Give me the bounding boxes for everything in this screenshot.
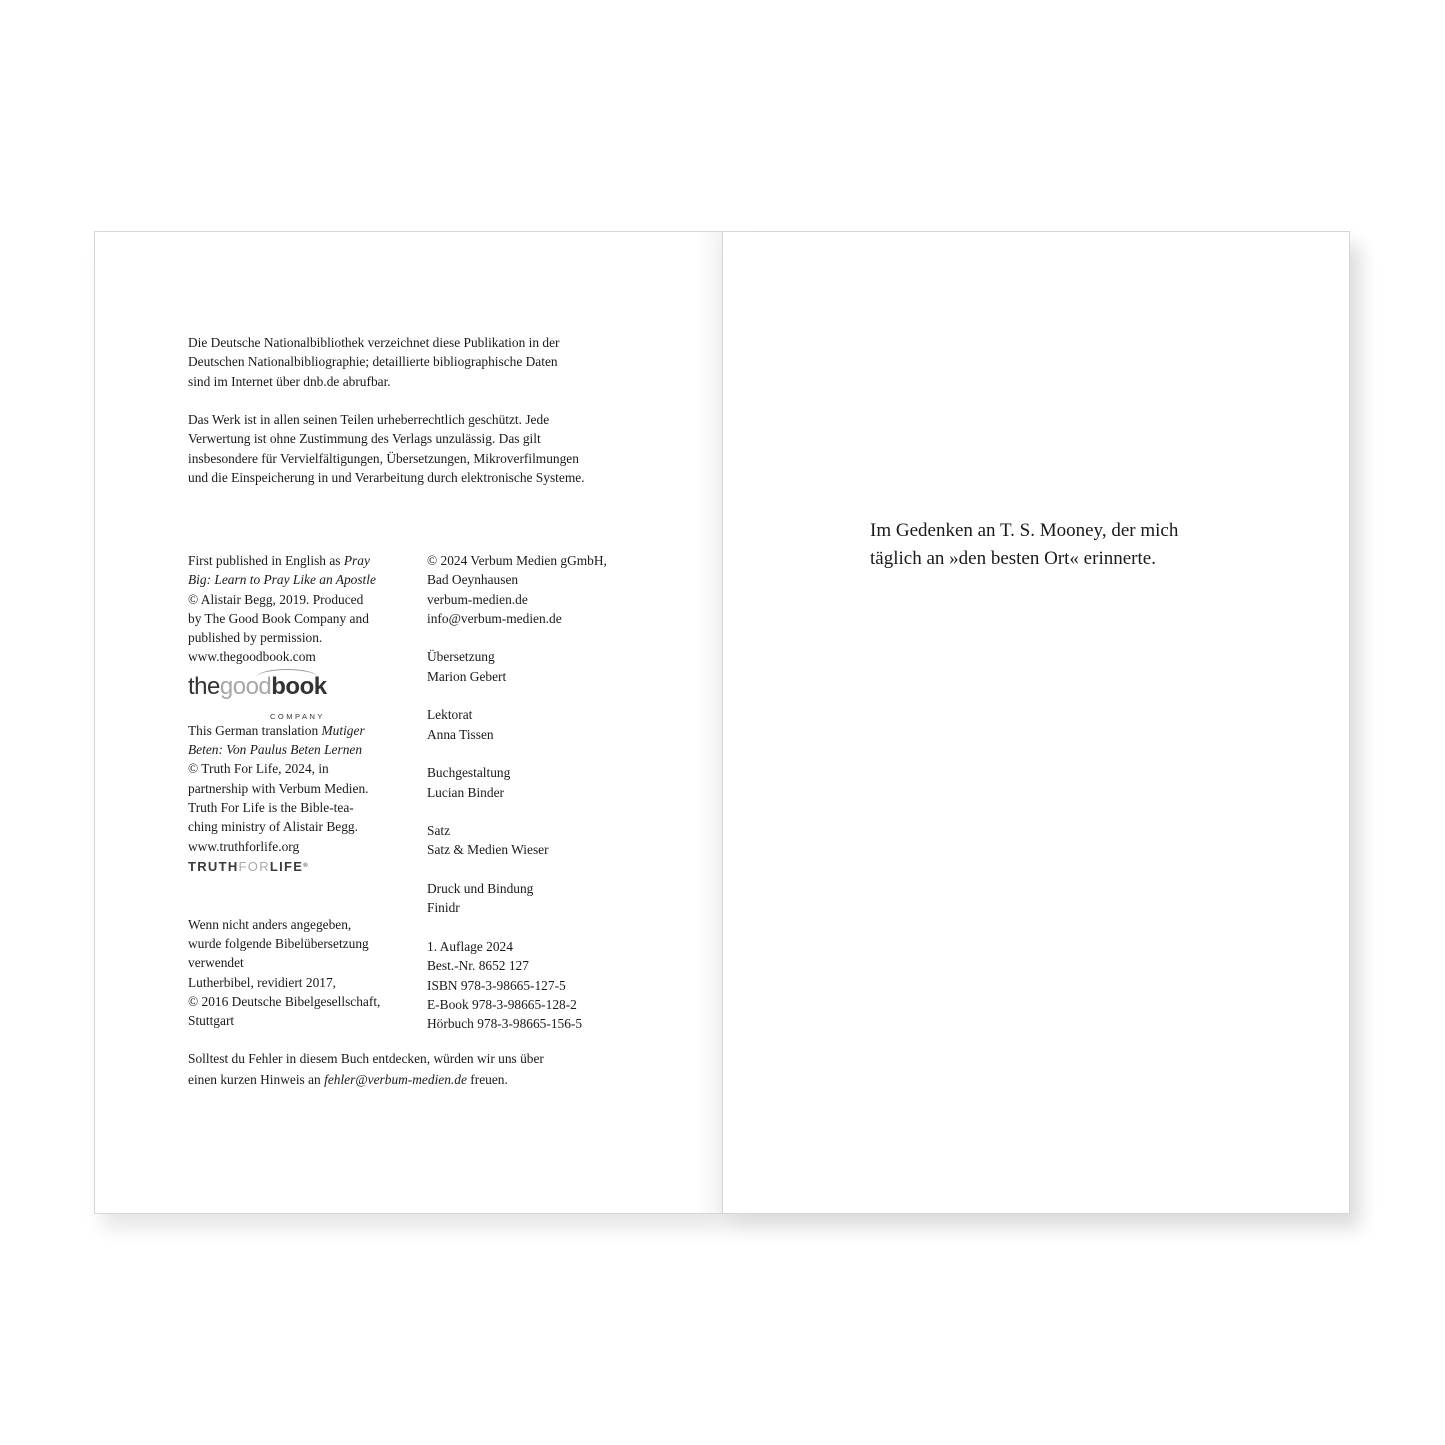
credit-block	[427, 821, 657, 860]
bible-note-block	[188, 915, 413, 1031]
isbn-ebook: E-Book 978-3-98665-128-2	[427, 996, 577, 1012]
credit-role: Satz	[427, 823, 451, 839]
spacer	[427, 628, 657, 647]
errata-email: fehler@verbum-medien.de	[324, 1072, 467, 1087]
bible-note-line: Lutherbibel, revidiert 2017,	[188, 974, 336, 990]
first-published-block	[188, 551, 413, 667]
edition-line: 1. Auflage 2024	[427, 938, 513, 954]
credit-block	[427, 705, 657, 744]
logo-company: COMPANY	[270, 711, 325, 721]
goodbook-url: www.thegoodbook.com	[188, 649, 316, 665]
dedication-text	[870, 517, 1250, 573]
german-translation-block	[188, 721, 413, 856]
publisher-email: info@verbum-medien.de	[427, 610, 562, 626]
book-spread	[94, 231, 1350, 1214]
logo-wordmark	[188, 672, 327, 700]
left-page-imprint	[94, 231, 723, 1214]
isbn-print: ISBN 978-3-98665-127-5	[427, 977, 566, 993]
logo-for: FOR	[238, 858, 270, 874]
german-title-part: Mutiger	[321, 722, 365, 738]
credit-name: Lucian Binder	[427, 784, 504, 800]
dnb-notice-line: Deutschen Nationalbibliographie; detaillierte bibliographische Daten	[188, 354, 558, 370]
credit-name: Finidr	[427, 900, 460, 916]
first-published-prefix: First published in English as	[188, 553, 344, 568]
spacer	[427, 744, 657, 763]
translation-prefix: This German translation	[188, 722, 322, 738]
dnb-notice-line: sind im Internet über dnb.de abrufbar.	[188, 373, 391, 389]
first-published-line	[188, 551, 413, 570]
copyright-notice-line: insbesondere für Vervielfältigungen, Übersetzungen, Mikroverfilmungen	[188, 450, 579, 466]
translation-line: Truth For Life is the Bible-tea-	[188, 799, 354, 815]
right-page-dedication	[722, 231, 1350, 1214]
translation-line: © Truth For Life, 2024, in	[188, 761, 329, 777]
credit-block	[427, 647, 657, 686]
credit-name: Satz & Medien Wieser	[427, 842, 549, 858]
credit-role: Buchgestaltung	[427, 765, 511, 781]
credit-name: Marion Gebert	[427, 668, 507, 684]
dnb-notice	[188, 333, 638, 391]
publisher-website: verbum-medien.de	[427, 591, 528, 607]
spacer	[427, 802, 657, 821]
translation-line: partnership with Verbum Medien.	[188, 780, 369, 796]
bible-note-line: Stuttgart	[188, 1013, 235, 1029]
credit-role: Übersetzung	[427, 649, 495, 665]
first-published-line: published by permission.	[188, 630, 323, 646]
first-published-line: © Alistair Begg, 2019. Produced	[188, 591, 364, 607]
errata-suffix: freuen.	[466, 1072, 508, 1087]
copyright-notice-line: Verwertung ist ohne Zustimmung des Verlags unzulässig. Das gilt	[188, 431, 541, 447]
publisher-line: Bad Oeynhausen	[427, 572, 519, 588]
logo-life: LIFE	[269, 858, 304, 874]
translation-line: ching ministry of Alistair Begg.	[188, 819, 358, 835]
spacer	[427, 686, 657, 705]
the-good-book-company-logo	[188, 669, 348, 719]
imprint-left-column	[188, 551, 413, 1031]
spacer	[427, 860, 657, 879]
bible-note-line: © 2016 Deutsche Bibelgesellschaft,	[188, 993, 381, 1009]
edition-line: Best.-Nr. 8652 127	[427, 958, 529, 974]
dedication-line: Im Gedenken an T. S. Mooney, der mich	[870, 520, 1179, 541]
publisher-line: © 2024 Verbum Medien gGmbH,	[427, 553, 607, 568]
copyright-notice-line: und die Einspeicherung in und Verarbeitung durch elektronische Systeme.	[188, 469, 585, 485]
publisher-block	[427, 551, 657, 628]
logo-book: book	[271, 672, 327, 700]
truthforlife-url: www.truthforlife.org	[188, 838, 300, 854]
spacer	[188, 876, 413, 895]
copyright-notice-line: Das Werk ist in allen seinen Teilen urheberrechtlich geschützt. Jede	[188, 412, 550, 427]
dedication-line: täglich an »den besten Ort« erinnerte.	[870, 548, 1156, 569]
logo-registered-mark: ®	[303, 862, 309, 869]
credit-role: Lektorat	[427, 707, 473, 723]
original-title-part: Pray	[343, 553, 370, 568]
errata-line	[188, 1069, 638, 1090]
german-title-part: Beten: Von Paulus Beten Lernen	[188, 742, 363, 758]
credit-role: Druck und Bindung	[427, 881, 534, 897]
logo-good: good	[219, 672, 272, 700]
isbn-audiobook: Hörbuch 978-3-98665-156-5	[427, 1016, 583, 1032]
spacer	[188, 895, 413, 914]
original-title-part: Big: Learn to Pray Like an Apostle	[188, 572, 376, 588]
logo-the: the	[188, 672, 220, 700]
spacer	[427, 918, 657, 937]
logo-truth: TRUTH	[188, 858, 239, 874]
errata-line: Solltest du Fehler in diesem Buch entdecken, würden wir uns über	[188, 1051, 544, 1066]
dnb-notice-line: Die Deutsche Nationalbibliothek verzeichnet diese Publikation in der	[188, 335, 560, 350]
errata-prefix: einen kurzen Hinweis an	[188, 1072, 325, 1087]
errata-note	[188, 1048, 638, 1090]
bible-note-line: wurde folgende Bibelübersetzung	[188, 936, 369, 952]
copyright-notice	[188, 410, 638, 487]
edition-block	[427, 937, 657, 1033]
first-published-line: by The Good Book Company and	[188, 610, 369, 626]
credit-name: Anna Tissen	[427, 726, 494, 742]
gutter-shadow	[695, 232, 723, 1213]
credit-block	[427, 763, 657, 802]
bible-note-line: Wenn nicht anders angegeben,	[188, 916, 352, 932]
credit-block	[427, 879, 657, 918]
imprint-right-column	[427, 551, 657, 1033]
bible-note-line: verwendet	[188, 955, 244, 971]
truth-for-life-logo	[188, 857, 413, 876]
